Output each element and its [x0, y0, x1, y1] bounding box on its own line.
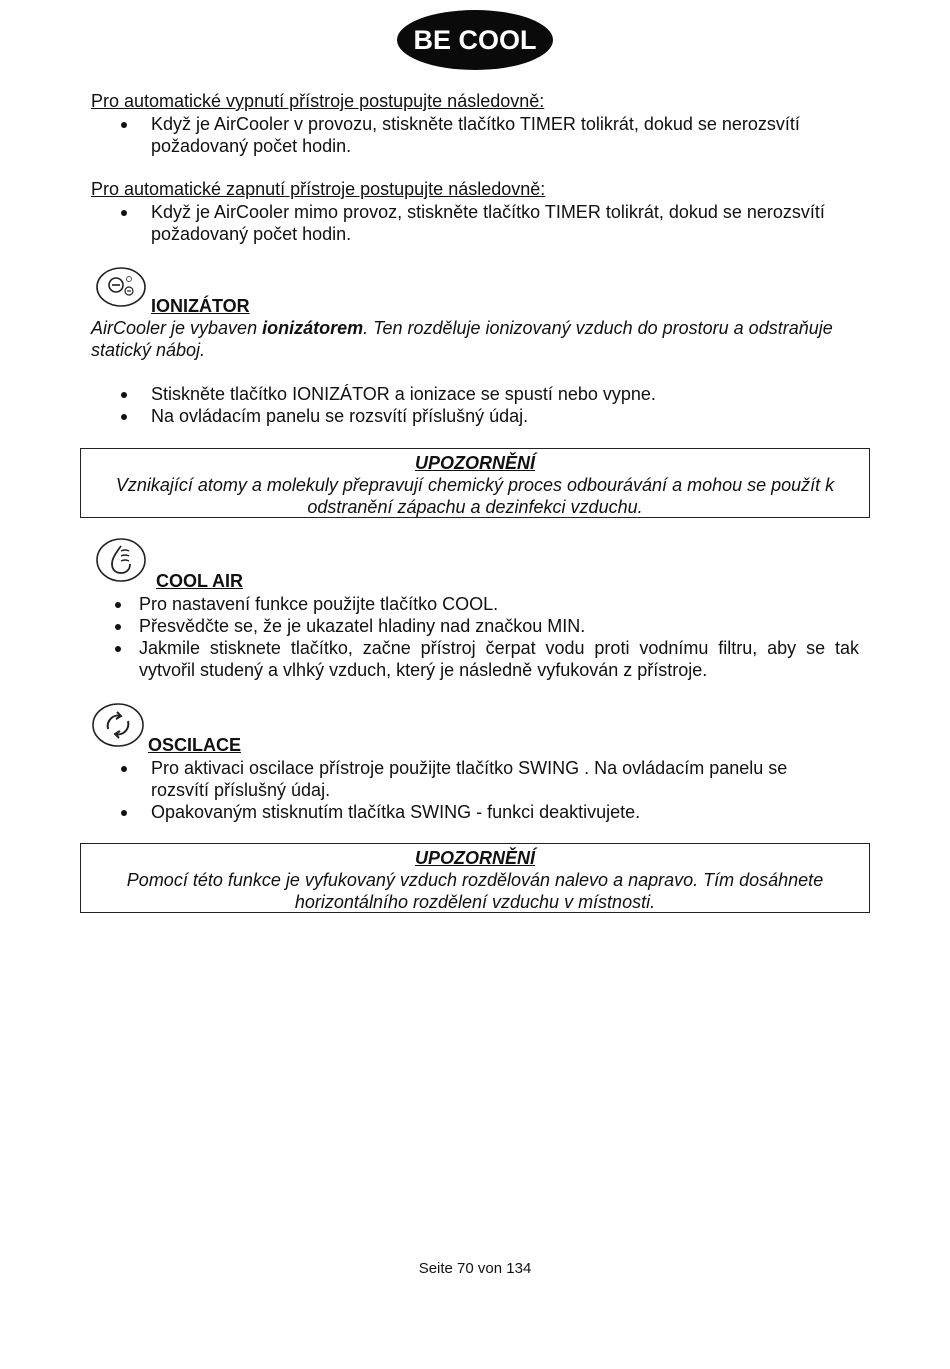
swing-icon — [92, 702, 146, 748]
timer-on-list — [151, 201, 856, 245]
logo-text: BE COOL — [413, 25, 537, 55]
oscillation-title: OSCILACE — [148, 735, 242, 755]
list-item: Když je AirCooler v provozu, stiskněte tlačítko TIMER tolikrát, dokud se nerozsvítí požadovaný počet hodin. — [151, 113, 851, 157]
timer-off-heading: Pro automatické vypnutí přístroje postupujte následovně: — [91, 91, 545, 111]
cool-air-title: COOL AIR — [156, 571, 244, 591]
warning-title: UPOZORNĚNÍ — [414, 848, 535, 868]
cool-air-list — [139, 593, 859, 681]
oscillation-warning-box — [80, 843, 870, 913]
cool-air-icon — [96, 537, 148, 583]
warning-title: UPOZORNĚNÍ — [414, 453, 535, 473]
timer-off-list — [151, 113, 851, 157]
page-number: Seite 70 von 134 — [418, 1260, 532, 1277]
ionizer-intro: AirCooler je vybaven ionizátorem. Ten rozděluje ionizovaný vzduch do prostoru a odstraňuje statický náboj. — [91, 318, 833, 360]
list-item: Opakovaným stisknutím tlačítka SWING - funkci deaktivujete. — [151, 801, 831, 823]
oscillation-list — [151, 757, 831, 823]
list-item: Stiskněte tlačítko IONIZÁTOR a ionizace se spustí nebo vypne. — [151, 383, 851, 405]
list-item: Pro aktivaci oscilace přístroje použijte tlačítko SWING . Na ovládacím panelu se rozsvítí příslušný údaj. — [151, 757, 831, 801]
ionizer-title: IONIZÁTOR — [151, 296, 250, 316]
list-item: Přesvědčte se, že je ukazatel hladiny nad značkou MIN. — [139, 615, 859, 637]
warning-text: Vznikající atomy a molekuly přepravují chemický proces odbourávání a mohou se použít k odstranění zápachu a dezinfekci vzduchu. — [115, 475, 835, 517]
ionizer-icon — [96, 266, 148, 308]
brand-logo — [396, 9, 554, 71]
ionizer-warning-box — [80, 448, 870, 518]
list-item: Jakmile stisknete tlačítko, začne přístroj čerpat vodu proti vodnímu filtru, aby se tak vytvořil studený a vlhký vzduch, který je následně vyfukován z přístroje. — [139, 637, 859, 681]
list-item: Na ovládacím panelu se rozsvítí příslušný údaj. — [151, 405, 851, 427]
list-item: Když je AirCooler mimo provoz, stiskněte tlačítko TIMER tolikrát, dokud se nerozsvítí požadovaný počet hodin. — [151, 201, 856, 245]
timer-on-heading: Pro automatické zapnutí přístroje postupujte následovně: — [91, 179, 546, 199]
ionizer-list — [151, 383, 851, 427]
list-item: Pro nastavení funkce použijte tlačítko COOL. — [139, 593, 859, 615]
warning-text: Pomocí této funkce je vyfukovaný vzduch rozdělován nalevo a napravo. Tím dosáhnete horizontálního rozdělení vzduchu v místnosti. — [126, 870, 824, 912]
